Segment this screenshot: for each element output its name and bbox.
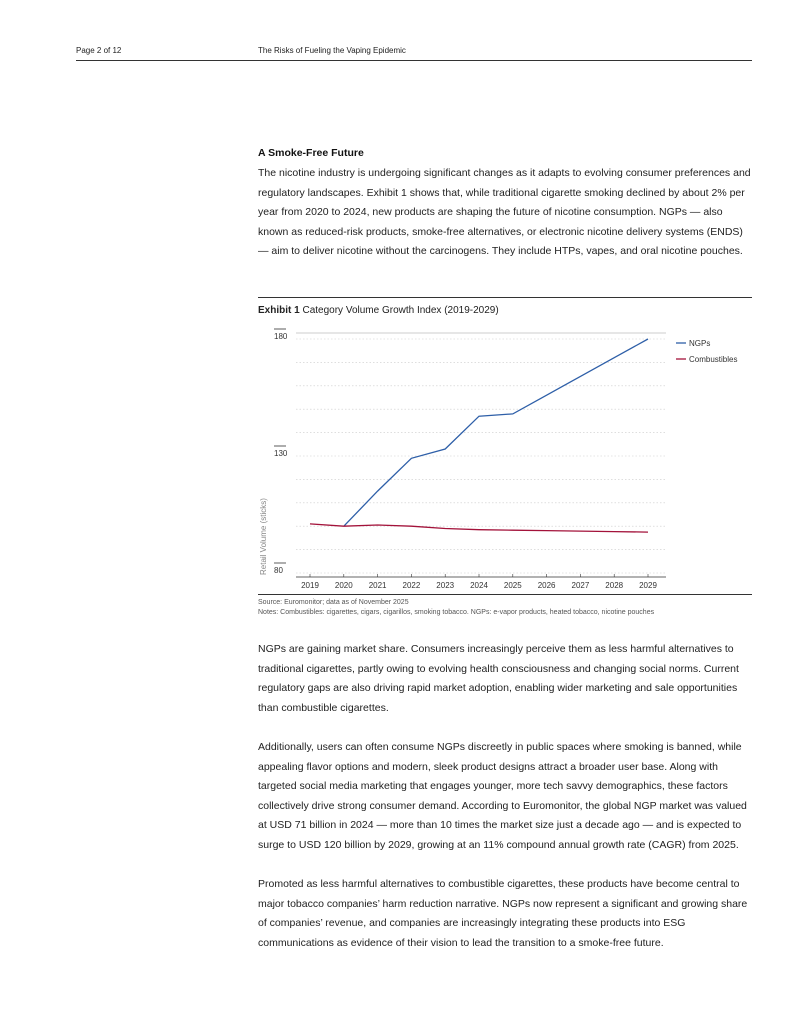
legend-label: Combustibles xyxy=(689,355,738,364)
x-tick-label: 2024 xyxy=(470,581,488,590)
x-tick-label: 2019 xyxy=(301,581,319,590)
x-tick-label: 2026 xyxy=(537,581,556,590)
header-divider xyxy=(76,60,752,61)
legend-label: NGPs xyxy=(689,339,711,348)
exhibit-bottom-rule xyxy=(258,594,752,595)
exhibit-label: Exhibit 1 xyxy=(258,305,300,316)
series-line-combustibles xyxy=(310,524,648,532)
intro-section xyxy=(258,146,752,262)
x-tick-label: 2029 xyxy=(639,581,657,590)
y-tick-label: 180 xyxy=(274,332,288,341)
page-number: Page 2 of 12 xyxy=(76,46,122,55)
x-tick-label: 2021 xyxy=(368,581,387,590)
exhibit-notes: Notes: Combustibles: cigarettes, cigars, cigarillos, smoking tobacco. NGPs: e-vapor products, heated tobacco, nicotine pouches xyxy=(258,609,655,616)
exhibit-1 xyxy=(258,297,752,616)
exhibit-source: Source: Euromonitor; data as of November 2025 xyxy=(258,599,409,606)
body-paragraph-1: NGPs are gaining market share. Consumers increasingly perceive them as less harmful alternatives to traditional cigarettes, partly owing to evolving health consciousness and changing social norms. Current regulatory gaps are also driving rapid market adoption, enabling wider marketing and sale opportunities than combustible cigarettes. xyxy=(258,643,739,714)
x-tick-label: 2025 xyxy=(503,581,522,590)
intro-paragraph: The nicotine industry is undergoing significant changes as it adapts to evolving consumer preferences and regulatory landscapes. Exhibit 1 shows that, while traditional cigarette smoking declined by about 2% per year from 2020 to 2024, new products are shaping the future of nicotine consumption. NGPs — also known as reduced-risk products, smoke-free alternatives, or electronic nicotine delivery systems (ENDS) — aim to deliver nicotine without the carcinogens. They include HTPs, vapes, and oral nicotine pouches. xyxy=(258,167,751,258)
x-tick-label: 2028 xyxy=(605,581,624,590)
line-chart xyxy=(258,327,752,593)
x-tick-label: 2023 xyxy=(436,581,455,590)
body-section xyxy=(258,640,752,973)
exhibit-top-rule xyxy=(258,297,752,298)
y-tick-label: 80 xyxy=(274,566,283,575)
x-tick-label: 2022 xyxy=(402,581,421,590)
exhibit-title xyxy=(258,304,752,317)
body-paragraph-2: Additionally, users can often consume NGPs discreetly in public spaces where smoking is banned, while appealing flavor options and modern, sleek product designs attract a broader user base. Along with targeted social media marketing that engages younger, more tech savvy demographics, these factors collectively drive strong consumer demand. According to Euromonitor, the global NGP market was valued at USD 71 billion in 2024 — more than 10 times the market size just a decade ago — and is expected to surge to USD 120 billion by 2029, growing at an 11% compound annual growth rate (CAGR) from 2025. xyxy=(258,740,747,851)
x-tick-label: 2020 xyxy=(334,581,353,590)
running-title: The Risks of Fueling the Vaping Epidemic xyxy=(258,46,406,55)
section-heading: A Smoke-Free Future xyxy=(258,147,364,159)
page-header xyxy=(0,0,800,62)
y-tick-label: 130 xyxy=(274,449,288,458)
exhibit-caption: Category Volume Growth Index (2019-2029) xyxy=(302,305,499,316)
y-axis-label: Retail Volume (sticks) xyxy=(259,498,268,575)
x-tick-label: 2027 xyxy=(571,581,590,590)
body-paragraph-3: Promoted as less harmful alternatives to combustible cigarettes, these products have become central to major tobacco companies’ harm reduction narrative. NGPs now represent a significant and growing share of companies’ revenue, and companies are increasingly integrating these products into ESG communications as evidence of their vision to lead the transition to a smoke-free future. xyxy=(258,878,748,949)
